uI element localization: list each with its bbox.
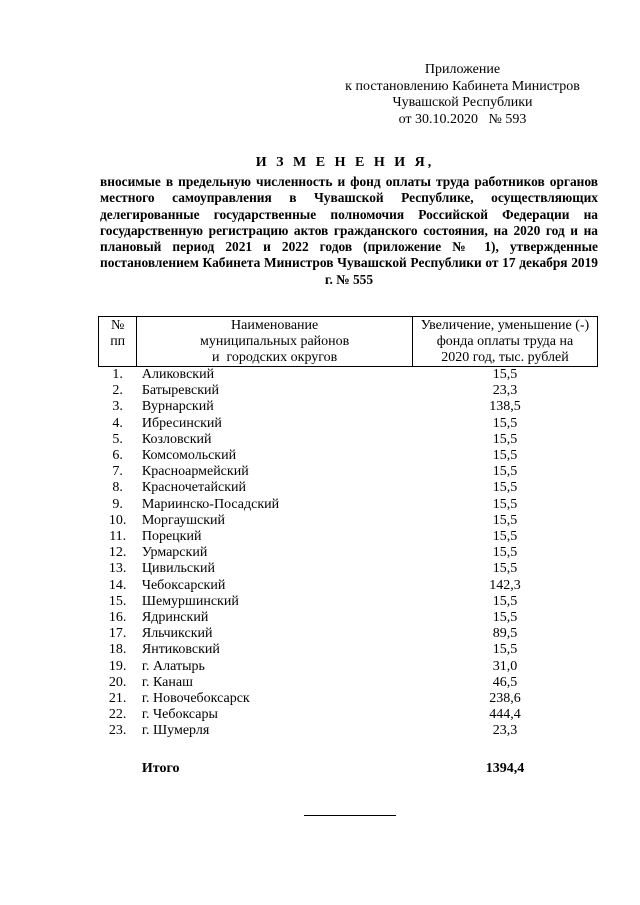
table-row	[99, 578, 598, 594]
appendix-line-4: от 30.10.2020 № 593	[398, 111, 527, 127]
row-value: 142,3	[489, 577, 521, 593]
appendix-line-2: к постановлению Кабинета Министров	[345, 78, 580, 94]
row-name: Чебоксарский	[141, 577, 226, 593]
table-header-row	[99, 317, 598, 367]
table-row	[99, 626, 598, 642]
total-number	[99, 740, 137, 777]
table-row	[99, 691, 598, 707]
row-number: 21.	[108, 691, 127, 707]
table-row	[99, 448, 598, 464]
table-row	[99, 432, 598, 448]
row-number: 6.	[112, 448, 123, 464]
row-value: 15,5	[492, 480, 518, 496]
appendix-line-1: Приложение	[424, 62, 501, 77]
row-value: 31,0	[492, 658, 518, 674]
total-label: Итого	[141, 760, 180, 776]
row-value: 15,5	[492, 448, 518, 464]
table-row	[99, 383, 598, 399]
row-number: 1.	[112, 367, 123, 382]
row-number: 10.	[108, 512, 127, 528]
row-number: 22.	[108, 707, 127, 723]
table-row	[99, 642, 598, 658]
document-title: И З М Е Н Е Н И Я,	[255, 155, 435, 170]
table-row	[99, 497, 598, 513]
row-number: 20.	[108, 674, 127, 690]
row-name: Козловский	[141, 431, 212, 447]
row-number: 9.	[112, 496, 123, 512]
row-name: Комсомольский	[141, 448, 237, 464]
row-name: Моргаушский	[141, 512, 225, 528]
row-number: 2.	[112, 383, 123, 399]
document-subtitle: вносимые в предельную численность и фонд оплаты труда работников органов местного самоуправления в Чувашской Республике, осуществляющих делегированные государственные полномочия Российской Федерации на государственную регистрацию актов гражданского состояния, на 2020 год и на плановый период 2021 и 2022 годов (приложение № 1), утвержденные постановлением Кабинета Министров Чувашской Республики от 17 декабря 2019 г. № 555	[100, 174, 598, 287]
header-value-line-1: Увеличение, уменьшение (-)	[420, 318, 590, 333]
table-row	[99, 594, 598, 610]
row-value: 15,5	[492, 464, 518, 480]
header-name-line-1: Наименование	[231, 318, 319, 333]
row-name: г. Новочебоксарск	[141, 691, 250, 707]
row-value: 89,5	[492, 626, 518, 642]
row-name: Яльчикский	[141, 626, 213, 642]
row-value: 15,5	[492, 512, 518, 528]
row-value: 238,6	[489, 691, 521, 707]
table-row	[99, 480, 598, 496]
row-name: Янтиковский	[141, 642, 220, 658]
appendix-line-3: Чувашской Республики	[392, 95, 533, 110]
header-number-line-2: пп	[110, 334, 126, 349]
table-body	[99, 367, 598, 777]
row-name: г. Шумерля	[141, 723, 210, 739]
row-number: 11.	[109, 529, 127, 545]
header-name-line-2: муниципальных районов	[200, 334, 350, 349]
row-number: 3.	[112, 399, 123, 415]
header-value	[412, 317, 597, 367]
row-value: 15,5	[492, 529, 518, 545]
table-row	[99, 675, 598, 691]
row-number: 14.	[108, 577, 127, 593]
row-number: 8.	[112, 480, 123, 496]
row-name: Урмарский	[141, 545, 208, 561]
header-number-line-1: №	[111, 318, 125, 333]
row-value: 46,5	[492, 674, 518, 690]
row-number: 5.	[112, 431, 123, 447]
row-value: 15,5	[492, 610, 518, 626]
row-value: 15,5	[492, 545, 518, 561]
row-value: 15,5	[492, 642, 518, 658]
row-name: Ядринский	[141, 610, 209, 626]
row-number: 12.	[108, 545, 127, 561]
table-row	[99, 561, 598, 577]
row-number: 4.	[112, 415, 123, 431]
row-number: 16.	[108, 610, 127, 626]
row-name: Красночетайский	[141, 480, 247, 496]
row-name: Ибресинский	[141, 415, 222, 431]
row-number: 17.	[108, 626, 127, 642]
row-name: г. Канаш	[141, 674, 193, 690]
row-number: 7.	[112, 464, 123, 480]
table-row	[99, 723, 598, 739]
row-number: 18.	[108, 642, 127, 658]
row-name: Батыревский	[141, 383, 220, 399]
row-value: 23,3	[492, 723, 518, 739]
total-row	[99, 740, 598, 777]
table-row	[99, 416, 598, 432]
row-name: г. Чебоксары	[141, 707, 218, 723]
row-name: г. Алатырь	[141, 658, 205, 674]
row-value: 15,5	[492, 561, 518, 577]
table-row	[99, 513, 598, 529]
row-value: 15,5	[492, 431, 518, 447]
changes-table	[98, 316, 598, 777]
row-value: 15,5	[492, 496, 518, 512]
table-row	[99, 659, 598, 675]
header-name	[137, 317, 413, 367]
row-name: Порецкий	[141, 529, 202, 545]
row-value: 15,5	[492, 367, 518, 382]
table-row	[99, 707, 598, 723]
header-value-line-2: фонда оплаты труда на	[436, 334, 574, 349]
table-row	[99, 464, 598, 480]
row-name: Красноармейский	[141, 464, 249, 480]
row-value: 23,3	[492, 383, 518, 399]
row-name: Цивильский	[141, 561, 215, 577]
header-value-line-3: 2020 год, тыс. рублей	[441, 350, 569, 365]
table-row	[99, 399, 598, 415]
row-name: Вурнарский	[141, 399, 214, 415]
table-row	[99, 529, 598, 545]
table-row	[99, 367, 598, 384]
row-name: Мариинско-Посадский	[141, 496, 280, 512]
total-value: 1394,4	[485, 760, 525, 776]
end-divider	[304, 815, 396, 816]
row-value: 138,5	[489, 399, 521, 415]
row-name: Аликовский	[141, 367, 215, 382]
appendix-block	[330, 62, 595, 128]
row-value: 15,5	[492, 415, 518, 431]
header-number	[99, 317, 137, 367]
table-row	[99, 545, 598, 561]
header-name-line-3: и городских округов	[212, 350, 338, 365]
row-value: 15,5	[492, 593, 518, 609]
row-number: 13.	[108, 561, 127, 577]
row-value: 444,4	[489, 707, 521, 723]
row-name: Шемуршинский	[141, 593, 239, 609]
row-number: 19.	[108, 658, 127, 674]
row-number: 15.	[108, 593, 127, 609]
row-number: 23.	[108, 723, 127, 739]
table-row	[99, 610, 598, 626]
